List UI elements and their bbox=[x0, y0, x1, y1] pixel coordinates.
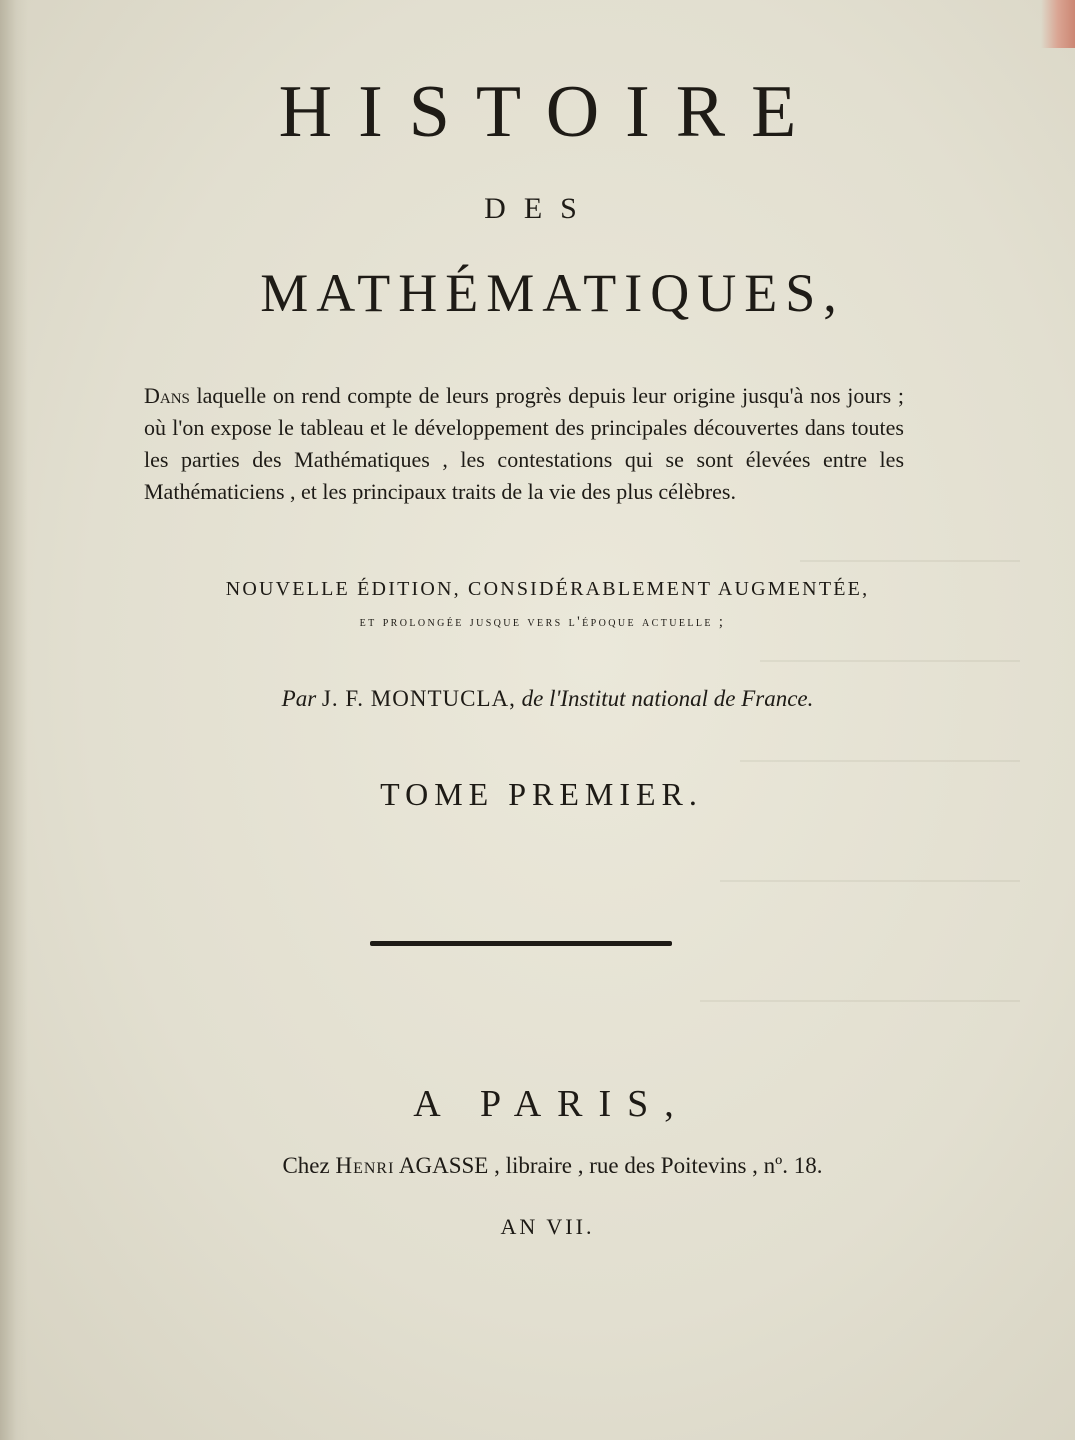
bleed-through-line bbox=[720, 880, 1020, 882]
author-name: J. F. MONTUCLA, bbox=[321, 686, 516, 711]
edge-stain bbox=[1041, 0, 1075, 48]
edition-line-1: NOUVELLE ÉDITION, CONSIDÉRABLEMENT AUGMENTÉE, bbox=[225, 578, 870, 600]
bleed-through-line bbox=[740, 760, 1020, 762]
description-text: laquelle on rend compte de leurs progrès depuis leur origine jusqu'à nos jours ; où l'on expose le tableau et le développement des principales découvertes dans toutes les parties des Mathématiques , les contestations qui se sont élevées entre les Mathématiciens , et les principaux traits de la vie des plus célèbres. bbox=[144, 383, 904, 504]
author-line bbox=[0, 686, 1075, 712]
edition-line-2: et prolongée jusque vers l'époque actuelle ; bbox=[359, 614, 726, 630]
bleed-through-line bbox=[760, 660, 1020, 662]
description-lead: Dans bbox=[144, 383, 190, 408]
publication-place: A PARIS, bbox=[413, 1083, 690, 1125]
title-connector: DES bbox=[484, 192, 595, 225]
bleed-through-line bbox=[700, 1000, 1020, 1002]
book-subject: MATHÉMATIQUES, bbox=[260, 263, 845, 323]
divider-rule bbox=[370, 941, 672, 946]
author-prefix: Par bbox=[281, 686, 317, 711]
bleed-through-line bbox=[800, 560, 1020, 562]
publication-date: AN VII. bbox=[500, 1214, 595, 1239]
description-paragraph bbox=[144, 380, 904, 508]
book-title: HISTOIRE bbox=[278, 71, 823, 153]
author-affiliation: de l'Institut national de France. bbox=[521, 686, 814, 711]
volume-label: TOME PREMIER. bbox=[380, 776, 703, 812]
publisher-first-name: Henri bbox=[335, 1153, 395, 1178]
publisher-prefix: Chez bbox=[282, 1153, 336, 1178]
publisher-details: AGASSE , libraire , rue des Poitevins , nº. 18. bbox=[394, 1153, 823, 1178]
publisher-line bbox=[0, 1153, 1075, 1179]
